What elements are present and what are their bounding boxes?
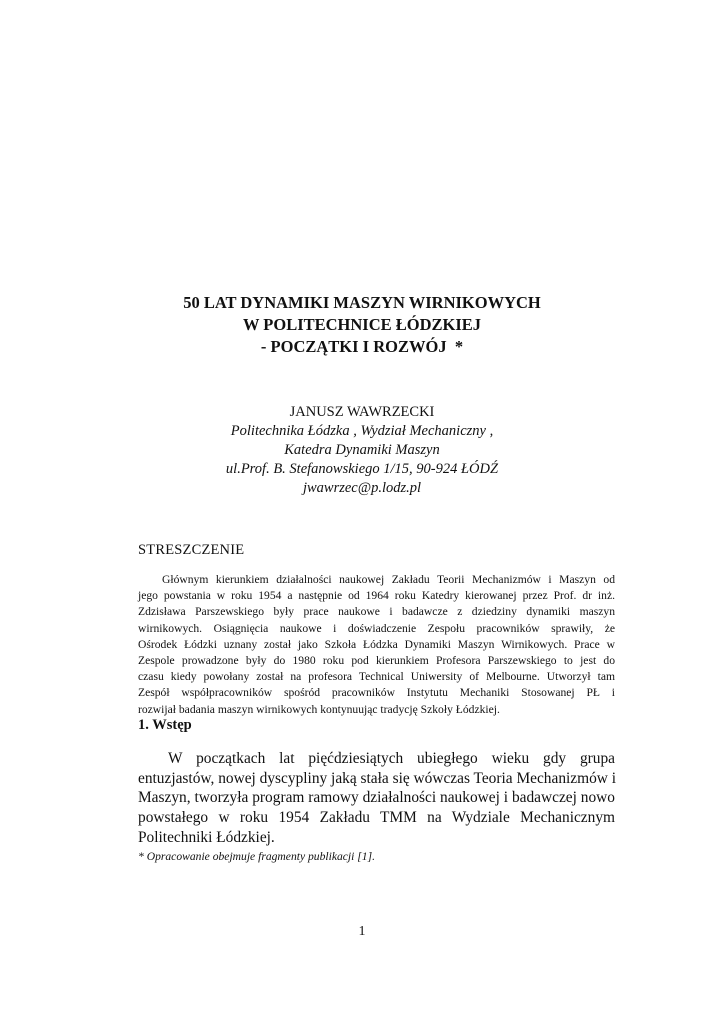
- abstract-line: Zdzisława Parszewskiego były prace naukowe i badawcze z dziedziny dynamiki maszyn: [138, 605, 615, 619]
- author-email: jwawrzec@p.lodz.pl: [302, 480, 422, 496]
- body-line: W początkach lat pięćdziesiątych ubiegłego wieku gdy grupa: [168, 750, 615, 767]
- title-line: - POCZĄTKI I ROZWÓJ *: [260, 337, 464, 356]
- abstract-line: Zespole prowadzone były do 1980 roku pod kierunkiem Profesora Parszewskiego to jest do: [138, 654, 615, 668]
- affiliation-line: Politechnika Łódzka , Wydział Mechaniczny ,: [230, 423, 494, 439]
- abstract-line: Głównym kierunkiem działalności naukowej Zakładu Teorii Mechanizmów i Maszyn od: [162, 573, 615, 586]
- body-line: Politechniki Łódzkiej.: [138, 828, 275, 846]
- section-heading: 1. Wstęp: [138, 717, 192, 733]
- affiliation-line: Katedra Dynamiki Maszyn: [284, 442, 440, 458]
- page-number: 1: [358, 924, 366, 939]
- abstract-text: [138, 572, 615, 718]
- body-line: Maszyn, tworzyła program ramowy działalności naukowej i badawczej nowo: [138, 789, 615, 807]
- paper-title: [0, 292, 724, 358]
- author-block: [0, 403, 724, 498]
- abstract-line: Zespół współpracowników spośród pracowników Instytutu Mechaniki Stosowanej PŁ i: [138, 686, 615, 700]
- body-line: entuzjastów, nowej dyscypliny jaką stała się wówczas Teoria Mechanizmów i: [138, 769, 617, 787]
- author-name: JANUSZ WAWRZECKI: [289, 404, 435, 420]
- title-line: 50 LAT DYNAMIKI MASZYN WIRNIKOWYCH: [183, 293, 541, 312]
- footnote: * Opracowanie obejmuje fragmenty publikacji [1].: [138, 850, 375, 863]
- abstract-line: czasu kiedy powołany został na profesora Technical Uniwersity of Melbourne. Utworzył tam: [138, 670, 615, 684]
- body-line: powstałego w roku 1954 Zakładu TMM na Wydziale Mechanicznym: [138, 809, 615, 827]
- abstract-line: Ośrodek Łódzki uznany został jako Szkoła Łódzka Dynamiki Maszyn Wirnikowych. Prace w: [138, 637, 615, 651]
- abstract-line: rozwijał badania maszyn wirnikowych kontynuując tradycję Szkoły Łódzkiej.: [138, 702, 500, 716]
- affiliation-address: ul.Prof. B. Stefanowskiego 1/15, 90-924 ŁÓDŹ: [225, 461, 499, 477]
- abstract-heading: STRESZCZENIE: [138, 542, 245, 558]
- abstract-line: wirnikowych. Osiągnięcia naukowe i doświadczenie Zespołu pracowników sprawiły, że: [138, 621, 615, 635]
- title-line: W POLITECHNICE ŁÓDZKIEJ: [242, 315, 482, 334]
- section-body: [138, 749, 615, 848]
- abstract-line: jego powstania w roku 1954 a następnie od 1964 roku Katedry kierowanej przez Prof. dr inż.: [138, 589, 615, 603]
